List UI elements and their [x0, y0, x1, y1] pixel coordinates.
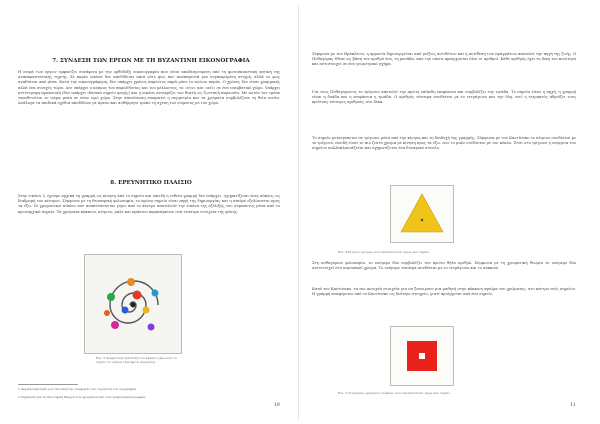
page-number-right: 11	[570, 403, 576, 408]
figure-5-caption: Εικ. 5 Τετράγωνο χρώματος κόκκινο που αναπτύσσεται γύρω από σημείο	[338, 391, 451, 395]
right-page	[304, 8, 586, 418]
right-body-2: Για τους Πυθαγόρειους το τρίγωνο αποτελεί την πρώτη επίπεδη επιφάνεια και συμβολίζει την τριάδα. Το σημείο είναι η αρχή, η γραμμή είναι η δυάδα και η επιφάνεια η τριάδα. Ο αριθμός τέσσερα συνδέεται με το τετράγωνο και την ύλη, ενώ η τετρακτύς αθροίζει τους πρώτους τέσσερις αριθμούς στο δέκα.	[312, 90, 576, 105]
right-body-5: Κατά τον Καντίνσκυ, τα πιο ανοιχτά στοιχεία για να ξανοίγουν μια μαθητή στην κόκκινη σφαίρα του χρώματος, στο κέντρο ενός σημείου. Η γραμμή αναφέρεται από το Καντίνσκυ ως δεύτερο στοιχείο, γιατί προέρχεται από ένα σημείο.	[312, 287, 576, 297]
footnote-2: 2 Σημείωση για τη θεοσοφική θεωρία των χρωμάτων και των γεωμετρικών μορφών.	[18, 395, 147, 399]
section8-body: Στην εικόνα 3, έχουμε αρχικά τη γραμμή ως κίνηση από το σημείο και επειδή η ευθεία γραμμή δεν υπάρχει, σχηματίζεται ένας κύκλος ως διαδρομή του κέντρου. Σύμφωνα με τη θεοσοφική φιλοσοφία, το πρώτο σημείο είναι πηγή της δημιουργίας και η σπείρα εξελίσσεται προς τα έξω. Οι χρωματικοί κύκλοι που αναπτύσσονται γύρω από το κέντρο αποτελούν την εικόνα της εξέλιξης του σύμπαντος μέσα από το πρωταρχικό σημείο. Τα χρώματα κόκκινο, κίτρινο, μπλε και πράσινο παραπέμπουν στα τέσσερα στοιχεία της φύσης.	[18, 194, 280, 214]
right-body-3: Το σημείο μετατρέπεται σε τρίγωνο μέσα από την κίνηση και τη διαδοχή της γραμμής. Σύμφωνα με τον Καντίνσκυ το κίτρινο συνδέεται με το τρίγωνο, επειδή είναι το πιο ζεστό χρώμα με κίνηση προς τα έξω, ενώ το μπλε συνδέεται με τον κύκλο. Έτσι στο τρίγωνο η ενέργεια του σημείου πολλαπλασιάζεται και σχηματίζεται ένα δυναμικό σύνολο.	[312, 136, 576, 151]
square-drawing	[391, 327, 453, 385]
section7-body: Η σειρά των έργων εμφανίζει συνάφεια με την ορθόδοξη εικονογραφία που είναι αποδεσμευμένη από τη φωτοσκιαστική οπτική της αναπαραστατικής τέχνης. Σε καμία εικόνα δεν αποδίδεται σκιά ούτε φως που αναπαριστά μια συγκεκριμένη στιγμή, αλλά το φως αναδύεται από μέσα. Κατά την εικονογράφηση, δεν υπάρχει χρόνος παρόντος παρά μόνο το αιώνιο παρόν. Ο χρόνος δεν είναι γραμμικός αλλά ένα συνεχές τώρα. Δεν υπάρχει ο κόσμος του παρελθόντος και του μέλλοντος, το «νυν» και «αεί» σε ένα υπερβατικό χώρο. Υπάρχει αντίστροφη προοπτική (δεν υπάρχει ιδανικό σημείο φυγής) και η εικόνα αντικρίζει τον θεατή ως ζωντανή παρουσία. Με αυτόν τον τρόπο τοποθετείται το σώμα μέσα σε έναν ιερό χώρο. Στην αποτύπωση επικρατεί η συμμετρία και τα χρώματα συμβολίζουν τη θεία ουσία. Ανάλογα τα παιδικά σχέδια αποδίδουν με άμεσο και αυθόρμητο τρόπο τη σχέση του σώματος με τον χώρο.	[18, 70, 280, 106]
spiral-drawing	[85, 255, 181, 353]
footnote-rule	[18, 384, 78, 385]
right-body-1: Σύμφωνα με τον Ηράκλειτο, η αρμονία δημιουργείται από μείξεις αντιθέτων και η αντίθεση των πραγμάτων αποτελεί την πηγή της ζωής. Ο Πυθαγόρας έθεσε ως βάση τον αριθμό ένα, τη μονάδα, από την οποία προέρχονται όλοι οι αριθμοί. Κάθε αριθμός έχει τη δική του ποιότητα και αντιστοιχεί σε ένα γεωμετρικό σχήμα.	[312, 52, 576, 67]
figure-3-caption: Εικ. 3 Χρωματική ανάπτυξη του κύκλου γύρω από το σημείο σε σπείρα (Σωτηρίου Αγγελίνα)	[96, 356, 177, 364]
section7-title: 7. ΣΥΝΔΕΣΗ ΤΩΝ ΕΡΓΩΝ ΜΕ ΤΗ ΒΥΖΑΝΤΙΝΗ ΕΙΚΟΝΟΓΡΑΦΙΑ	[52, 58, 250, 64]
section8-title: 8. ΕΡΕΥΝΗΤΙΚΟ ΠΛΑΙΣΙΟ	[110, 180, 192, 186]
figure-3-image	[84, 254, 182, 354]
triangle-drawing	[391, 186, 453, 242]
right-body-4: Στη πυθαγόρεια φιλοσοφία, το νούμερο δύο συμβολίζει τον πρώτο θήλυ αριθμό. Σύμφωνα με τη χρωματική θεωρία το νούμερο δύο αντιστοιχεί στο πορτοκαλί χρώμα. Το νούμερο τέσσερα συνδέεται με το τετράγωνο και το κόκκινο.	[312, 261, 576, 271]
footnote-1: 1 Αρχική σημείωση για την πηγή της αναφοράς και τη μελέτη του συγγραφέα.	[18, 387, 137, 391]
figure-5-image	[390, 326, 454, 386]
left-page	[10, 8, 292, 418]
figure-4-caption: Εικ. 4 Κίτρινο τρίγωνο που αναπτύσσεται γύρω από σημείο	[338, 250, 430, 254]
book-spine	[298, 6, 299, 420]
figure-4-image	[390, 185, 454, 243]
page-number-left: 10	[274, 403, 280, 408]
